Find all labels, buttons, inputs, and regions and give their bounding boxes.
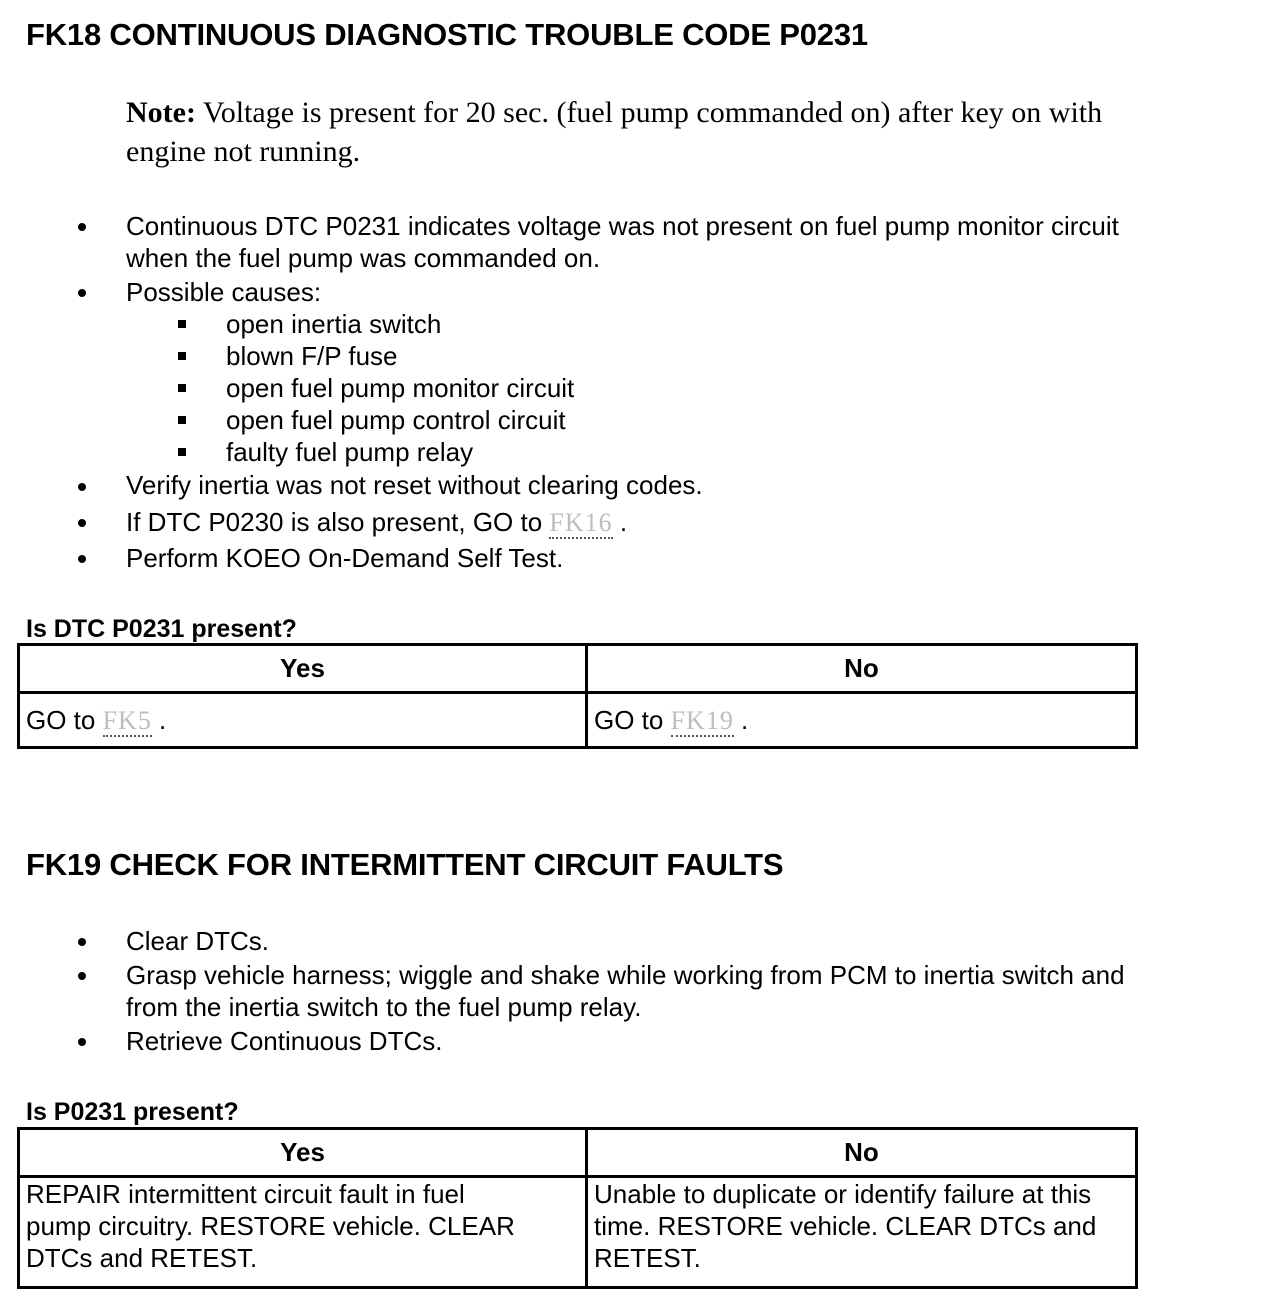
note-text-line1: Voltage is present for 20 sec. (fuel pump commanded on) after key on with (195, 96, 1103, 129)
square-bullet-icon (178, 384, 186, 392)
link-fk16[interactable]: FK16 (549, 508, 613, 537)
bullet-prefix: If DTC P0230 is also present, GO to (126, 507, 550, 537)
bullet-text (126, 506, 627, 539)
cell-prefix: GO to (594, 704, 671, 735)
bullet-text: Retrieve Continuous DTCs. (126, 1026, 443, 1056)
table-header-no: No (587, 1129, 1137, 1177)
cell-line: time. RESTORE vehicle. CLEAR DTCs and (594, 1211, 1097, 1241)
table-header-no: No (587, 645, 1137, 693)
cell-suffix: . (151, 704, 167, 735)
link-fk19[interactable]: FK19 (670, 705, 734, 735)
cell-line: pump circuitry. RESTORE vehicle. CLEAR (26, 1211, 515, 1241)
note-label: Note: (126, 96, 196, 129)
table-cell-yes (19, 1177, 587, 1288)
cause-item: open inertia switch (226, 309, 442, 339)
square-bullet-icon (178, 448, 186, 456)
cell-suffix: . (733, 704, 749, 735)
bullet-icon (78, 555, 86, 563)
cell-line: RETEST. (594, 1243, 701, 1273)
cell-line: REPAIR intermittent circuit fault in fuel (26, 1179, 465, 1209)
decision-table-fk19 (17, 1127, 1138, 1289)
bullet-icon (78, 519, 86, 527)
bullet-text: Verify inertia was not reset without clearing codes. (126, 470, 703, 500)
bullet-text: Perform KOEO On-Demand Self Test. (126, 543, 564, 573)
note-text-line2: engine not running. (126, 135, 361, 168)
table-cell-no (587, 693, 1137, 748)
bullet-suffix: . (612, 507, 628, 537)
bullet-icon (78, 223, 86, 231)
cause-item: blown F/P fuse (226, 341, 398, 371)
table-cell-no (587, 1177, 1137, 1288)
bullet-text: Clear DTCs. (126, 926, 270, 956)
bullet-icon (78, 938, 86, 946)
bullet-icon (78, 1038, 86, 1046)
square-bullet-icon (178, 352, 186, 360)
table-header-yes: Yes (19, 1129, 587, 1177)
section-title-fk19: FK19 CHECK FOR INTERMITTENT CIRCUIT FAULTS (26, 847, 784, 882)
question-label: Is DTC P0231 present? (26, 615, 297, 643)
cause-item: open fuel pump monitor circuit (226, 373, 575, 403)
link-fk5[interactable]: FK5 (102, 705, 152, 735)
cell-line: DTCs and RETEST. (26, 1243, 258, 1273)
bullet-icon (78, 289, 86, 297)
note-block (126, 93, 1236, 171)
bullet-text: Grasp vehicle harness; wiggle and shake while working from PCM to inertia switch and (126, 960, 1125, 990)
question-label: Is P0231 present? (26, 1098, 239, 1126)
square-bullet-icon (178, 416, 186, 424)
cell-line: Unable to duplicate or identify failure at this (594, 1179, 1092, 1209)
cause-item: open fuel pump control circuit (226, 405, 566, 435)
decision-table-fk18 (17, 643, 1138, 749)
section-title-fk18: FK18 CONTINUOUS DIAGNOSTIC TROUBLE CODE P0231 (26, 17, 868, 52)
cell-prefix: GO to (26, 704, 103, 735)
table-cell-yes (19, 693, 587, 748)
bullet-icon (78, 972, 86, 980)
bullet-text-cont: from the inertia switch to the fuel pump relay. (126, 992, 642, 1022)
bullet-icon (78, 483, 86, 491)
cause-item: faulty fuel pump relay (226, 437, 474, 467)
bullet-text: Continuous DTC P0231 indicates voltage was not present on fuel pump monitor circuit (126, 211, 1119, 241)
table-header-yes: Yes (19, 645, 587, 693)
bullet-text: Possible causes: (126, 277, 322, 307)
square-bullet-icon (178, 320, 186, 328)
bullet-text-cont: when the fuel pump was commanded on. (126, 243, 601, 273)
